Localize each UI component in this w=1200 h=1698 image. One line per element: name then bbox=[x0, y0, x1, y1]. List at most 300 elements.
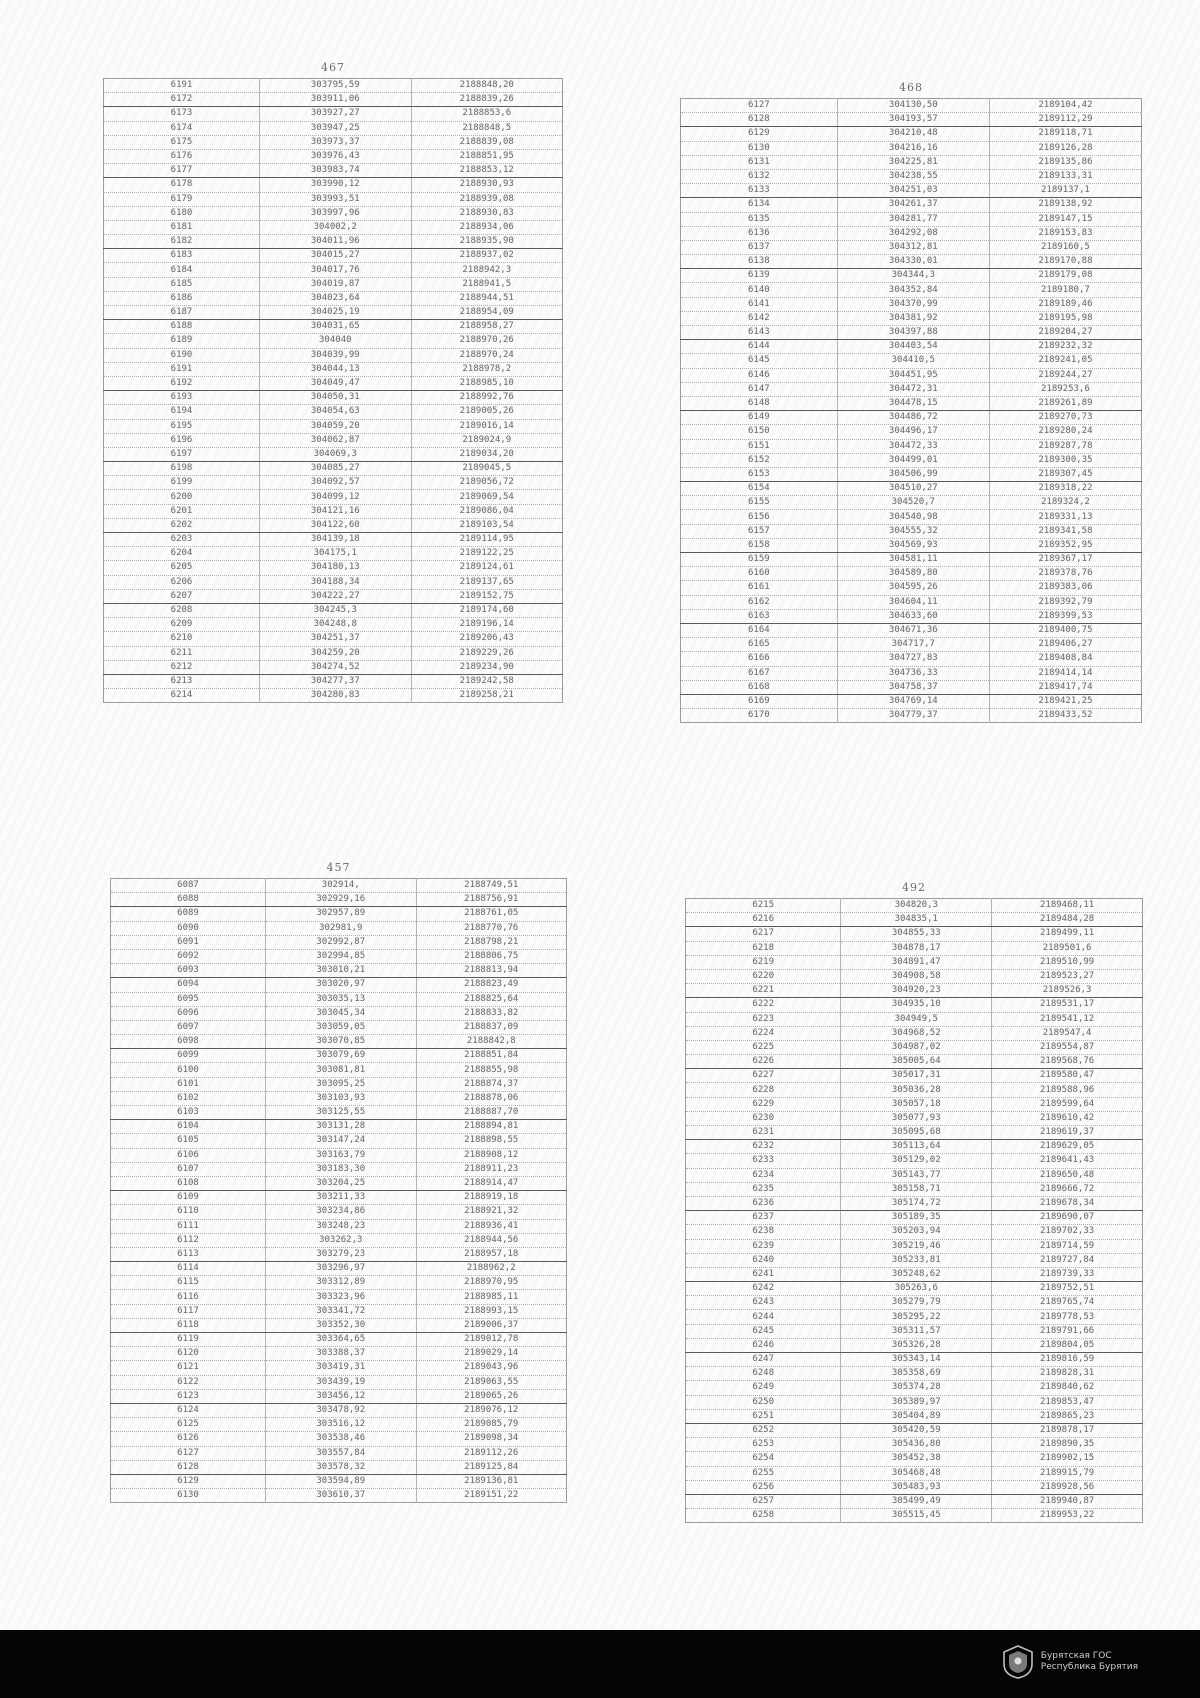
point-number-cell: 6166 bbox=[681, 652, 838, 666]
y-coordinate-cell: 2188919,18 bbox=[416, 1191, 567, 1205]
table-row bbox=[686, 1296, 1143, 1310]
table-row bbox=[686, 1409, 1143, 1423]
archive-logo bbox=[1001, 1644, 1138, 1680]
table-row bbox=[111, 1006, 567, 1020]
x-coordinate-cell: 304878,17 bbox=[841, 941, 992, 955]
table-row bbox=[111, 935, 567, 949]
point-number-cell: 6109 bbox=[111, 1191, 266, 1205]
x-coordinate-cell: 304736,33 bbox=[837, 666, 989, 680]
y-coordinate-cell: 2188813,94 bbox=[416, 964, 567, 978]
table-row bbox=[111, 1304, 567, 1318]
point-number-cell: 6104 bbox=[111, 1120, 266, 1134]
x-coordinate-cell: 304210,48 bbox=[837, 127, 989, 141]
table-row bbox=[104, 660, 563, 674]
table-row bbox=[104, 533, 563, 547]
point-number-cell: 6114 bbox=[111, 1262, 266, 1276]
x-coordinate-cell: 304381,92 bbox=[837, 311, 989, 325]
point-number-cell: 6188 bbox=[104, 320, 260, 334]
y-coordinate-cell: 2189244,27 bbox=[989, 368, 1141, 382]
x-coordinate-cell: 305483,93 bbox=[841, 1480, 992, 1494]
x-coordinate-cell: 304451,95 bbox=[837, 368, 989, 382]
point-number-cell: 6180 bbox=[104, 206, 260, 220]
x-coordinate-cell: 302992,87 bbox=[266, 935, 416, 949]
y-coordinate-cell: 2189147,15 bbox=[989, 212, 1141, 226]
y-coordinate-cell: 2189114,95 bbox=[411, 533, 562, 547]
point-number-cell: 6152 bbox=[681, 453, 838, 467]
x-coordinate-cell: 304292,08 bbox=[837, 226, 989, 240]
y-coordinate-cell: 2188944,51 bbox=[411, 291, 562, 305]
x-coordinate-cell: 304274,52 bbox=[260, 660, 411, 674]
point-number-cell: 6248 bbox=[686, 1367, 841, 1381]
y-coordinate-cell: 2189915,79 bbox=[992, 1466, 1143, 1480]
table-row bbox=[111, 1049, 567, 1063]
point-number-cell: 6095 bbox=[111, 992, 266, 1006]
y-coordinate-cell: 2189103,54 bbox=[411, 518, 562, 532]
y-coordinate-cell: 2189400,75 bbox=[989, 623, 1141, 637]
y-coordinate-cell: 2188851,95 bbox=[411, 149, 562, 163]
point-number-cell: 6250 bbox=[686, 1395, 841, 1409]
table-row bbox=[681, 581, 1142, 595]
table-row bbox=[111, 1290, 567, 1304]
point-number-cell: 6194 bbox=[104, 405, 260, 419]
table-row bbox=[681, 467, 1142, 481]
y-coordinate-cell: 2189341,58 bbox=[989, 524, 1141, 538]
y-coordinate-cell: 2189241,05 bbox=[989, 354, 1141, 368]
table-row bbox=[686, 1353, 1143, 1367]
x-coordinate-cell: 304277,37 bbox=[260, 674, 411, 688]
table-row bbox=[681, 638, 1142, 652]
table-row bbox=[104, 362, 563, 376]
x-coordinate-cell: 302994,85 bbox=[266, 949, 416, 963]
table-row bbox=[111, 1020, 567, 1034]
point-number-cell: 6211 bbox=[104, 646, 260, 660]
x-coordinate-cell: 304025,19 bbox=[260, 306, 411, 320]
x-coordinate-cell: 304261,37 bbox=[837, 198, 989, 212]
y-coordinate-cell: 2188798,21 bbox=[416, 935, 567, 949]
point-number-cell: 6130 bbox=[111, 1489, 266, 1503]
y-coordinate-cell: 2189135,86 bbox=[989, 155, 1141, 169]
table-row bbox=[111, 1318, 567, 1332]
table-row bbox=[111, 1432, 567, 1446]
x-coordinate-cell: 303045,34 bbox=[266, 1006, 416, 1020]
point-number-cell: 6181 bbox=[104, 220, 260, 234]
point-number-cell: 6128 bbox=[111, 1460, 266, 1474]
y-coordinate-cell: 2188851,84 bbox=[416, 1049, 567, 1063]
y-coordinate-cell: 2189468,11 bbox=[992, 899, 1143, 913]
x-coordinate-cell: 304344,3 bbox=[837, 269, 989, 283]
x-coordinate-cell: 304835,1 bbox=[841, 913, 992, 927]
table-row bbox=[111, 1403, 567, 1417]
table-row bbox=[111, 1063, 567, 1077]
x-coordinate-cell: 304099,12 bbox=[260, 490, 411, 504]
table-row bbox=[111, 1091, 567, 1105]
point-number-cell: 6223 bbox=[686, 1012, 841, 1026]
point-number-cell: 6190 bbox=[104, 348, 260, 362]
table-row bbox=[111, 1120, 567, 1134]
table-row bbox=[104, 618, 563, 632]
y-coordinate-cell: 2189029,14 bbox=[416, 1347, 567, 1361]
table-row bbox=[681, 623, 1142, 637]
x-coordinate-cell: 303538,46 bbox=[266, 1432, 416, 1446]
point-number-cell: 6147 bbox=[681, 382, 838, 396]
x-coordinate-cell: 305374,28 bbox=[841, 1381, 992, 1395]
coat-of-arms-icon bbox=[1001, 1644, 1035, 1680]
table-row bbox=[111, 1162, 567, 1176]
y-coordinate-cell: 2189258,21 bbox=[411, 689, 562, 703]
y-coordinate-cell: 2188894,81 bbox=[416, 1120, 567, 1134]
point-number-cell: 6254 bbox=[686, 1452, 841, 1466]
table-row bbox=[111, 1176, 567, 1190]
table-row bbox=[104, 121, 563, 135]
point-number-cell: 6150 bbox=[681, 425, 838, 439]
point-number-cell: 6160 bbox=[681, 567, 838, 581]
point-number-cell: 6148 bbox=[681, 396, 838, 410]
x-coordinate-cell: 304121,16 bbox=[260, 504, 411, 518]
coordinate-table bbox=[680, 98, 1142, 723]
point-number-cell: 6108 bbox=[111, 1176, 266, 1190]
point-number-cell: 6209 bbox=[104, 618, 260, 632]
table-row bbox=[681, 141, 1142, 155]
y-coordinate-cell: 2189153,83 bbox=[989, 226, 1141, 240]
x-coordinate-cell: 304633,60 bbox=[837, 609, 989, 623]
table-row bbox=[111, 1247, 567, 1261]
table-row bbox=[686, 1126, 1143, 1140]
point-number-cell: 6102 bbox=[111, 1091, 266, 1105]
point-number-cell: 6214 bbox=[104, 689, 260, 703]
table-row bbox=[111, 907, 567, 921]
point-number-cell: 6246 bbox=[686, 1338, 841, 1352]
y-coordinate-cell: 2189523,27 bbox=[992, 969, 1143, 983]
point-number-cell: 6103 bbox=[111, 1106, 266, 1120]
y-coordinate-cell: 2189853,47 bbox=[992, 1395, 1143, 1409]
point-number-cell: 6096 bbox=[111, 1006, 266, 1020]
x-coordinate-cell: 304920,23 bbox=[841, 984, 992, 998]
x-coordinate-cell: 304496,17 bbox=[837, 425, 989, 439]
table-row bbox=[111, 1106, 567, 1120]
y-coordinate-cell: 2188914,47 bbox=[416, 1176, 567, 1190]
table-row bbox=[686, 1040, 1143, 1054]
table-row bbox=[111, 1262, 567, 1276]
y-coordinate-cell: 2189890,35 bbox=[992, 1438, 1143, 1452]
x-coordinate-cell: 303183,30 bbox=[266, 1162, 416, 1176]
y-coordinate-cell: 2189588,96 bbox=[992, 1083, 1143, 1097]
y-coordinate-cell: 2188970,24 bbox=[411, 348, 562, 362]
table-row bbox=[686, 927, 1143, 941]
table-row bbox=[686, 941, 1143, 955]
table-row bbox=[104, 263, 563, 277]
x-coordinate-cell: 304015,27 bbox=[260, 249, 411, 263]
x-coordinate-cell: 303059,05 bbox=[266, 1020, 416, 1034]
y-coordinate-cell: 2189902,15 bbox=[992, 1452, 1143, 1466]
point-number-cell: 6215 bbox=[686, 899, 841, 913]
table-row bbox=[104, 135, 563, 149]
y-coordinate-cell: 2189531,17 bbox=[992, 998, 1143, 1012]
point-number-cell: 6183 bbox=[104, 249, 260, 263]
x-coordinate-cell: 303478,92 bbox=[266, 1403, 416, 1417]
point-number-cell: 6251 bbox=[686, 1409, 841, 1423]
table-row bbox=[686, 1253, 1143, 1267]
table-panel-top-left bbox=[103, 58, 563, 703]
y-coordinate-cell: 2188993,15 bbox=[416, 1304, 567, 1318]
x-coordinate-cell: 304139,18 bbox=[260, 533, 411, 547]
y-coordinate-cell: 2188957,18 bbox=[416, 1247, 567, 1261]
table-row bbox=[681, 439, 1142, 453]
x-coordinate-cell: 304281,77 bbox=[837, 212, 989, 226]
x-coordinate-cell: 304069,3 bbox=[260, 447, 411, 461]
y-coordinate-cell: 2188939,08 bbox=[411, 192, 562, 206]
x-coordinate-cell: 305113,64 bbox=[841, 1140, 992, 1154]
x-coordinate-cell: 304370,99 bbox=[837, 297, 989, 311]
table-row bbox=[686, 1154, 1143, 1168]
x-coordinate-cell: 304002,2 bbox=[260, 220, 411, 234]
y-coordinate-cell: 2189124,61 bbox=[411, 561, 562, 575]
point-number-cell: 6208 bbox=[104, 603, 260, 617]
y-coordinate-cell: 2189232,32 bbox=[989, 340, 1141, 354]
y-coordinate-cell: 2188878,06 bbox=[416, 1091, 567, 1105]
x-coordinate-cell: 303997,96 bbox=[260, 206, 411, 220]
y-coordinate-cell: 2189928,56 bbox=[992, 1480, 1143, 1494]
point-number-cell: 6189 bbox=[104, 334, 260, 348]
table-row bbox=[111, 1333, 567, 1347]
table-row bbox=[686, 1466, 1143, 1480]
scanner-footer-bar bbox=[0, 1630, 1200, 1698]
point-number-cell: 6255 bbox=[686, 1466, 841, 1480]
point-number-cell: 6174 bbox=[104, 121, 260, 135]
table-row bbox=[104, 490, 563, 504]
x-coordinate-cell: 303594,89 bbox=[266, 1474, 416, 1488]
y-coordinate-cell: 2189034,20 bbox=[411, 447, 562, 461]
y-coordinate-cell: 2189510,99 bbox=[992, 955, 1143, 969]
point-number-cell: 6139 bbox=[681, 269, 838, 283]
x-coordinate-cell: 304855,33 bbox=[841, 927, 992, 941]
x-coordinate-cell: 304019,87 bbox=[260, 277, 411, 291]
table-row bbox=[104, 589, 563, 603]
table-row bbox=[681, 226, 1142, 240]
y-coordinate-cell: 2189690,07 bbox=[992, 1211, 1143, 1225]
point-number-cell: 6178 bbox=[104, 178, 260, 192]
table-row bbox=[686, 1509, 1143, 1523]
x-coordinate-cell: 303035,13 bbox=[266, 992, 416, 1006]
y-coordinate-cell: 2189554,87 bbox=[992, 1040, 1143, 1054]
point-number-cell: 6099 bbox=[111, 1049, 266, 1063]
point-number-cell: 6184 bbox=[104, 263, 260, 277]
page-number: 468 bbox=[899, 81, 923, 94]
x-coordinate-cell: 304248,8 bbox=[260, 618, 411, 632]
y-coordinate-cell: 2189408,84 bbox=[989, 652, 1141, 666]
point-number-cell: 6252 bbox=[686, 1423, 841, 1437]
y-coordinate-cell: 2189484,28 bbox=[992, 913, 1143, 927]
y-coordinate-cell: 2189406,27 bbox=[989, 638, 1141, 652]
coordinate-table bbox=[110, 878, 567, 1503]
y-coordinate-cell: 2189501,6 bbox=[992, 941, 1143, 955]
point-number-cell: 6193 bbox=[104, 391, 260, 405]
point-number-cell: 6131 bbox=[681, 155, 838, 169]
x-coordinate-cell: 305263,6 bbox=[841, 1282, 992, 1296]
x-coordinate-cell: 304506,99 bbox=[837, 467, 989, 481]
table-row bbox=[111, 1276, 567, 1290]
point-number-cell: 6249 bbox=[686, 1381, 841, 1395]
point-number-cell: 6115 bbox=[111, 1276, 266, 1290]
x-coordinate-cell: 304222,27 bbox=[260, 589, 411, 603]
table-row bbox=[681, 127, 1142, 141]
y-coordinate-cell: 2189940,87 bbox=[992, 1494, 1143, 1508]
table-row bbox=[104, 348, 563, 362]
point-number-cell: 6222 bbox=[686, 998, 841, 1012]
y-coordinate-cell: 2188853,6 bbox=[411, 107, 562, 121]
y-coordinate-cell: 2189125,84 bbox=[416, 1460, 567, 1474]
table-row bbox=[681, 311, 1142, 325]
table-row bbox=[681, 496, 1142, 510]
point-number-cell: 6162 bbox=[681, 595, 838, 609]
x-coordinate-cell: 304225,81 bbox=[837, 155, 989, 169]
x-coordinate-cell: 305436,80 bbox=[841, 1438, 992, 1452]
table-row bbox=[686, 1423, 1143, 1437]
table-row bbox=[104, 433, 563, 447]
table-row bbox=[681, 297, 1142, 311]
x-coordinate-cell: 304540,98 bbox=[837, 510, 989, 524]
table-row bbox=[686, 1267, 1143, 1281]
x-coordinate-cell: 304604,11 bbox=[837, 595, 989, 609]
x-coordinate-cell: 303211,33 bbox=[266, 1191, 416, 1205]
table-row bbox=[686, 1239, 1143, 1253]
point-number-cell: 6087 bbox=[111, 879, 266, 893]
point-number-cell: 6217 bbox=[686, 927, 841, 941]
x-coordinate-cell: 303993,51 bbox=[260, 192, 411, 206]
y-coordinate-cell: 2188954,09 bbox=[411, 306, 562, 320]
point-number-cell: 6107 bbox=[111, 1162, 266, 1176]
x-coordinate-cell: 304017,76 bbox=[260, 263, 411, 277]
x-coordinate-cell: 303927,27 bbox=[260, 107, 411, 121]
point-number-cell: 6199 bbox=[104, 476, 260, 490]
x-coordinate-cell: 304935,10 bbox=[841, 998, 992, 1012]
y-coordinate-cell: 2188936,41 bbox=[416, 1219, 567, 1233]
y-coordinate-cell: 2189253,6 bbox=[989, 382, 1141, 396]
coordinate-table bbox=[685, 898, 1143, 1523]
x-coordinate-cell: 303439,19 bbox=[266, 1375, 416, 1389]
x-coordinate-cell: 305248,62 bbox=[841, 1267, 992, 1281]
point-number-cell: 6239 bbox=[686, 1239, 841, 1253]
table-row bbox=[104, 320, 563, 334]
y-coordinate-cell: 2189085,79 bbox=[416, 1418, 567, 1432]
x-coordinate-cell: 304510,27 bbox=[837, 482, 989, 496]
table-row bbox=[686, 955, 1143, 969]
point-number-cell: 6141 bbox=[681, 297, 838, 311]
x-coordinate-cell: 305005,64 bbox=[841, 1055, 992, 1069]
x-coordinate-cell: 303983,74 bbox=[260, 164, 411, 178]
table-row bbox=[681, 326, 1142, 340]
point-number-cell: 6256 bbox=[686, 1480, 841, 1494]
x-coordinate-cell: 304397,88 bbox=[837, 326, 989, 340]
table-row bbox=[681, 411, 1142, 425]
table-row bbox=[686, 913, 1143, 927]
y-coordinate-cell: 2189791,66 bbox=[992, 1324, 1143, 1338]
table-row bbox=[111, 1489, 567, 1503]
y-coordinate-cell: 2189076,12 bbox=[416, 1403, 567, 1417]
x-coordinate-cell: 302957,89 bbox=[266, 907, 416, 921]
point-number-cell: 6140 bbox=[681, 283, 838, 297]
table-row bbox=[681, 524, 1142, 538]
table-row bbox=[104, 79, 563, 93]
point-number-cell: 6172 bbox=[104, 93, 260, 107]
table-row bbox=[111, 921, 567, 935]
x-coordinate-cell: 304023,64 bbox=[260, 291, 411, 305]
y-coordinate-cell: 2188839,08 bbox=[411, 135, 562, 149]
table-row bbox=[111, 1375, 567, 1389]
y-coordinate-cell: 2188921,32 bbox=[416, 1205, 567, 1219]
y-coordinate-cell: 2189122,25 bbox=[411, 547, 562, 561]
table-row bbox=[681, 694, 1142, 708]
point-number-cell: 6242 bbox=[686, 1282, 841, 1296]
y-coordinate-cell: 2188887,70 bbox=[416, 1106, 567, 1120]
page-number: 492 bbox=[902, 881, 926, 894]
x-coordinate-cell: 304188,34 bbox=[260, 575, 411, 589]
point-number-cell: 6125 bbox=[111, 1418, 266, 1432]
x-coordinate-cell: 304280,83 bbox=[260, 689, 411, 703]
y-coordinate-cell: 2189189,46 bbox=[989, 297, 1141, 311]
coordinate-table bbox=[103, 78, 563, 703]
x-coordinate-cell: 303204,25 bbox=[266, 1176, 416, 1190]
x-coordinate-cell: 305129,02 bbox=[841, 1154, 992, 1168]
point-number-cell: 6146 bbox=[681, 368, 838, 382]
table-row bbox=[686, 1324, 1143, 1338]
x-coordinate-cell: 304520,7 bbox=[837, 496, 989, 510]
logo-caption bbox=[1041, 1651, 1138, 1673]
x-coordinate-cell: 304671,36 bbox=[837, 623, 989, 637]
point-number-cell: 6127 bbox=[681, 99, 838, 113]
x-coordinate-cell: 303557,84 bbox=[266, 1446, 416, 1460]
point-number-cell: 6088 bbox=[111, 893, 266, 907]
y-coordinate-cell: 2189043,96 bbox=[416, 1361, 567, 1375]
x-coordinate-cell: 304216,16 bbox=[837, 141, 989, 155]
table-row bbox=[111, 879, 567, 893]
x-coordinate-cell: 303516,12 bbox=[266, 1418, 416, 1432]
y-coordinate-cell: 2188908,12 bbox=[416, 1148, 567, 1162]
point-number-cell: 6098 bbox=[111, 1035, 266, 1049]
point-number-cell: 6157 bbox=[681, 524, 838, 538]
x-coordinate-cell: 303081,81 bbox=[266, 1063, 416, 1077]
y-coordinate-cell: 2189063,55 bbox=[416, 1375, 567, 1389]
point-number-cell: 6090 bbox=[111, 921, 266, 935]
x-coordinate-cell: 304908,58 bbox=[841, 969, 992, 983]
table-row bbox=[111, 893, 567, 907]
x-coordinate-cell: 304180,13 bbox=[260, 561, 411, 575]
table-row bbox=[686, 1211, 1143, 1225]
point-number-cell: 6205 bbox=[104, 561, 260, 575]
point-number-cell: 6196 bbox=[104, 433, 260, 447]
x-coordinate-cell: 304581,11 bbox=[837, 553, 989, 567]
y-coordinate-cell: 2189727,84 bbox=[992, 1253, 1143, 1267]
table-row bbox=[681, 113, 1142, 127]
y-coordinate-cell: 2189300,35 bbox=[989, 453, 1141, 467]
table-row bbox=[686, 1168, 1143, 1182]
point-number-cell: 6092 bbox=[111, 949, 266, 963]
x-coordinate-cell: 304040 bbox=[260, 334, 411, 348]
x-coordinate-cell: 303248,23 bbox=[266, 1219, 416, 1233]
y-coordinate-cell: 2189270,73 bbox=[989, 411, 1141, 425]
y-coordinate-cell: 2189195,98 bbox=[989, 311, 1141, 325]
point-number-cell: 6110 bbox=[111, 1205, 266, 1219]
y-coordinate-cell: 2189234,90 bbox=[411, 660, 562, 674]
point-number-cell: 6204 bbox=[104, 547, 260, 561]
point-number-cell: 6202 bbox=[104, 518, 260, 532]
table-row bbox=[104, 107, 563, 121]
y-coordinate-cell: 2189112,26 bbox=[416, 1446, 567, 1460]
table-row bbox=[104, 376, 563, 390]
x-coordinate-cell: 303973,37 bbox=[260, 135, 411, 149]
y-coordinate-cell: 2189318,22 bbox=[989, 482, 1141, 496]
point-number-cell: 6158 bbox=[681, 538, 838, 552]
point-number-cell: 6234 bbox=[686, 1168, 841, 1182]
